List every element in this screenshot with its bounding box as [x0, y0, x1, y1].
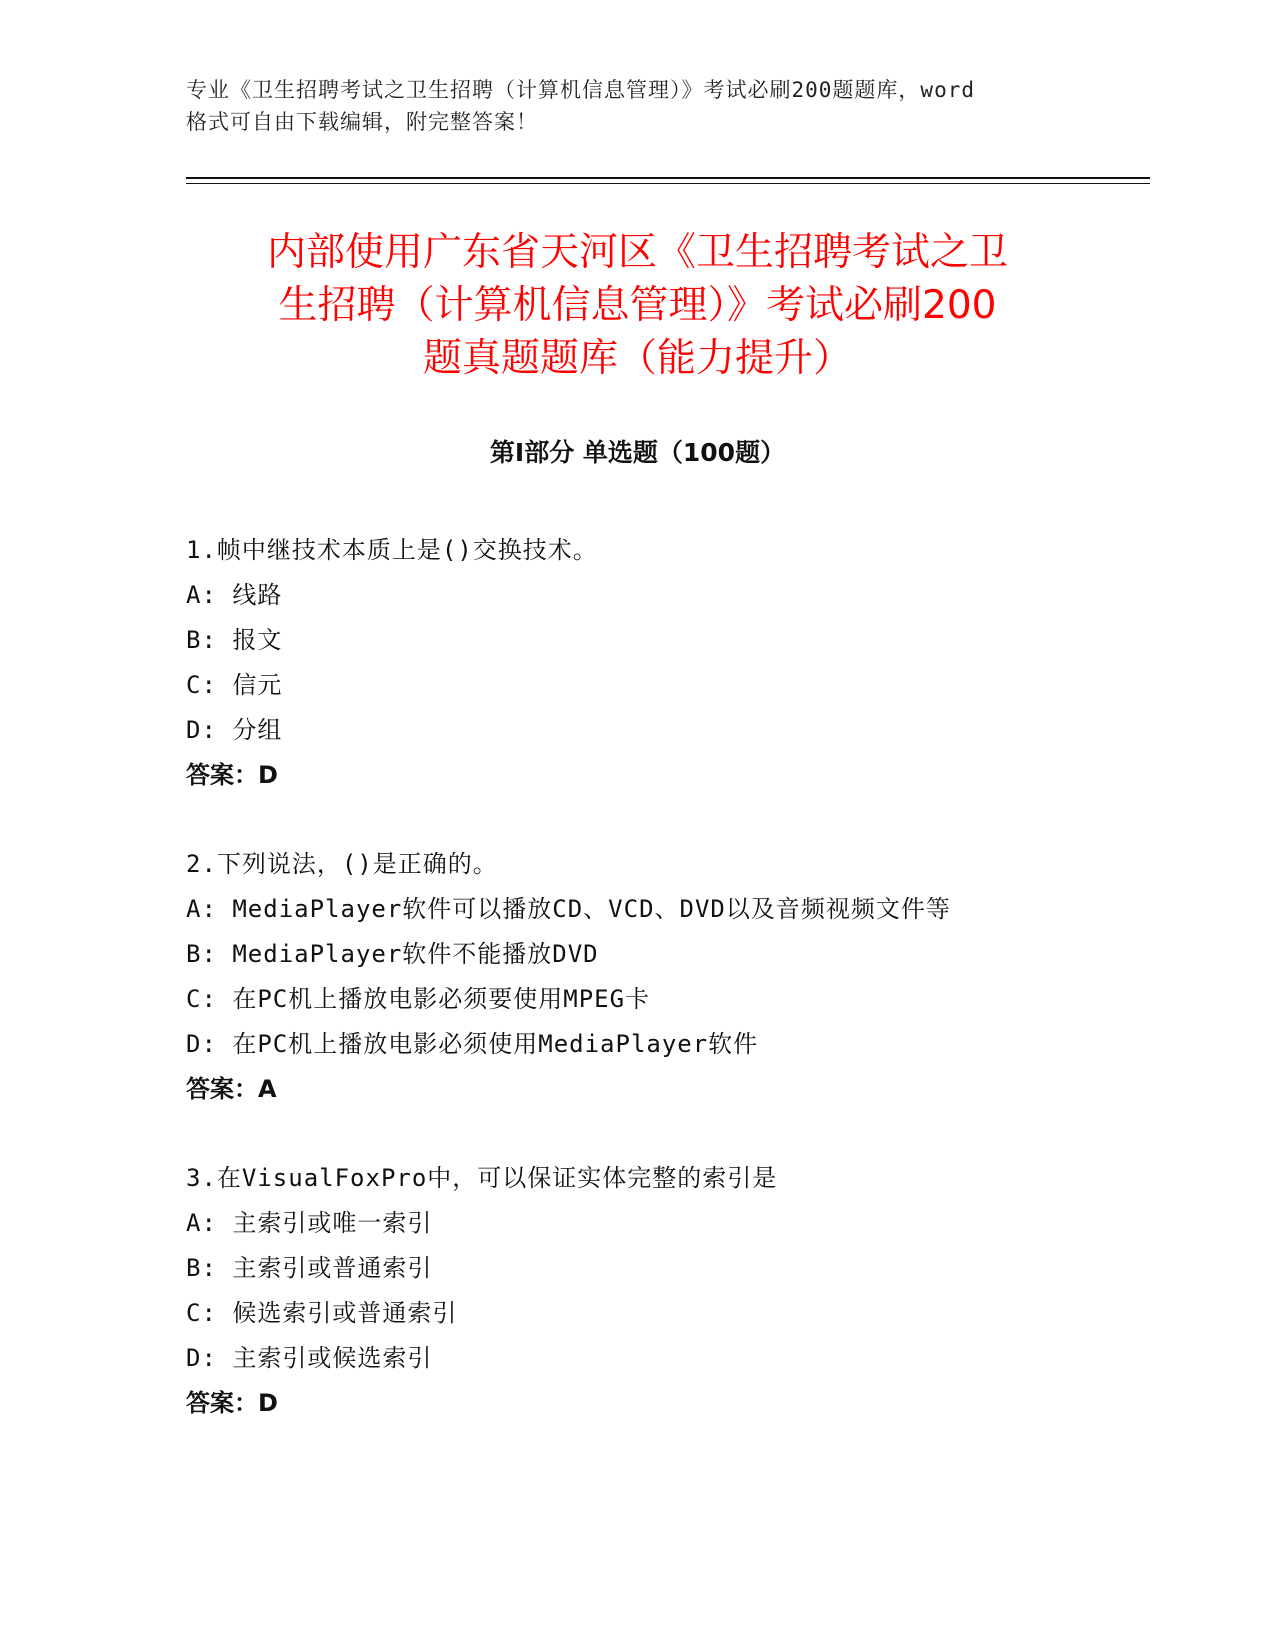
- document-title: [186, 226, 1089, 385]
- question-3: [186, 1156, 1106, 1426]
- header-note: [186, 74, 1086, 138]
- question-stem: 2.下列说法，()是正确的。: [186, 850, 498, 878]
- option-a: A: MediaPlayer软件可以播放CD、VCD、DVD以及音频视频文件等: [186, 895, 951, 923]
- header-divider-thin: [186, 183, 1150, 184]
- question-list: [186, 528, 1106, 1470]
- question-1: [186, 528, 1106, 798]
- option-c: C: 在PC机上播放电影必须要使用MPEG卡: [186, 985, 651, 1013]
- option-b: B: 主索引或普通索引: [186, 1254, 433, 1282]
- answer: 答案：D: [186, 761, 278, 789]
- answer: 答案：A: [186, 1075, 277, 1103]
- option-d: D: 主索引或候选索引: [186, 1344, 433, 1372]
- option-a: A: 主索引或唯一索引: [186, 1209, 433, 1237]
- document-title-line-2: 生招聘（计算机信息管理）》考试必刷200: [278, 283, 997, 328]
- option-b: B: 报文: [186, 626, 283, 654]
- question-stem: 3.在VisualFoxPro中，可以保证实体完整的索引是: [186, 1164, 778, 1192]
- option-a: A: 线路: [186, 581, 283, 609]
- question-2: [186, 842, 1106, 1112]
- header-note-line-2: 格式可自由下载编辑，附完整答案！: [186, 110, 538, 134]
- answer: 答案：D: [186, 1389, 278, 1417]
- header-note-line-1: 专业《卫生招聘考试之卫生招聘（计算机信息管理）》考试必刷200题题库，word: [186, 78, 975, 102]
- question-stem: 1.帧中继技术本质上是()交换技术。: [186, 536, 598, 564]
- section-title: 第Ⅰ部分 单选题（100题）: [489, 438, 786, 467]
- document-title-line-3: 题真题题库（能力提升）: [422, 336, 852, 381]
- document-title-line-1: 内部使用广东省天河区《卫生招聘考试之卫: [266, 230, 1008, 275]
- option-d: D: 在PC机上播放电影必须使用MediaPlayer软件: [186, 1030, 759, 1058]
- option-b: B: MediaPlayer软件不能播放DVD: [186, 940, 599, 968]
- option-d: D: 分组: [186, 716, 283, 744]
- option-c: C: 候选索引或普通索引: [186, 1299, 458, 1327]
- option-c: C: 信元: [186, 671, 283, 699]
- header-divider-thick: [186, 177, 1150, 179]
